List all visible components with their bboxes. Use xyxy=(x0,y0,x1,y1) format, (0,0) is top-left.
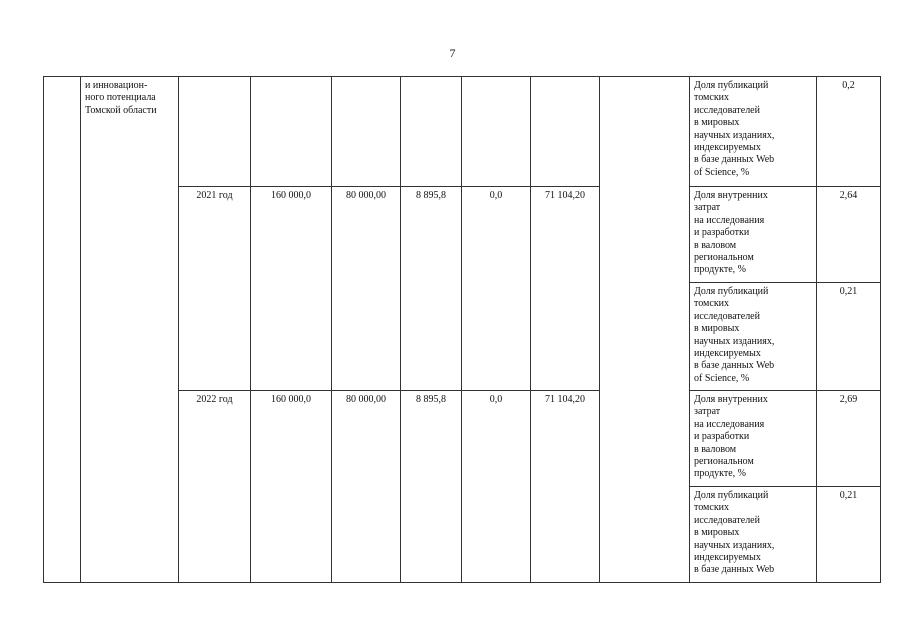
program-table xyxy=(43,76,881,583)
indicator-name-cell: Доля публикаций томских исследователей в мировых научных изданиях, индексируемых в базе данных Web of Science, % xyxy=(690,283,817,391)
indicator-value-cell: 0,21 xyxy=(817,487,881,583)
indicator-name-cell: Доля внутренних затрат на исследования и разработки в валовом региональном продукте, % xyxy=(690,391,817,487)
other-cell xyxy=(531,77,600,187)
year-cell: 2021 год xyxy=(179,187,251,391)
federal-cell xyxy=(332,77,401,187)
local-cell xyxy=(462,77,531,187)
regional-cell xyxy=(401,77,462,187)
table-row xyxy=(44,77,881,187)
indicator-value-cell: 2,64 xyxy=(817,187,881,283)
regional-cell: 8 895,8 xyxy=(401,187,462,391)
indicator-name-cell: Доля публикаций томских исследователей в мировых научных изданиях, индексируемых в базе данных Web of Science, % xyxy=(690,77,817,187)
federal-cell: 80 000,00 xyxy=(332,391,401,583)
program-name-cell: и инновацион- ного потенциала Томской области xyxy=(81,77,179,583)
indicator-value-cell: 0,21 xyxy=(817,283,881,391)
year-cell xyxy=(179,77,251,187)
local-cell: 0,0 xyxy=(462,391,531,583)
responsible-cell xyxy=(600,77,690,583)
page-number: 7 xyxy=(449,46,456,60)
other-cell: 71 104,20 xyxy=(531,391,600,583)
indicator-name-cell: Доля внутренних затрат на исследования и разработки в валовом региональном продукте, % xyxy=(690,187,817,283)
indicator-value-cell: 2,69 xyxy=(817,391,881,487)
regional-cell: 8 895,8 xyxy=(401,391,462,583)
total-cell: 160 000,0 xyxy=(251,187,332,391)
year-cell: 2022 год xyxy=(179,391,251,583)
federal-cell: 80 000,00 xyxy=(332,187,401,391)
other-cell: 71 104,20 xyxy=(531,187,600,391)
indicator-name-cell: Доля публикаций томских исследователей в мировых научных изданиях, индексируемых в базе данных Web xyxy=(690,487,817,583)
indicator-value-cell: 0,2 xyxy=(817,77,881,187)
total-cell: 160 000,0 xyxy=(251,391,332,583)
local-cell: 0,0 xyxy=(462,187,531,391)
total-cell xyxy=(251,77,332,187)
number-cell xyxy=(44,77,81,583)
